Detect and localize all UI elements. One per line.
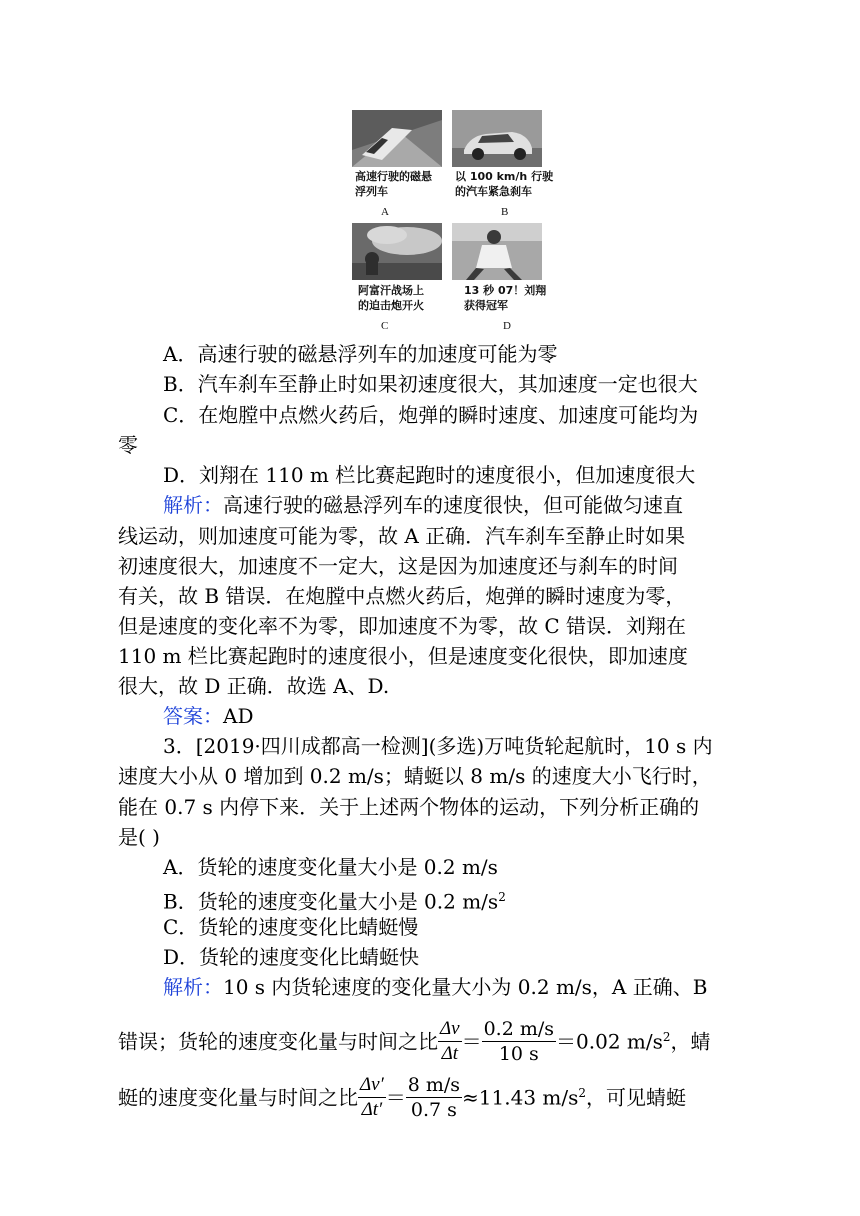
label-c: C bbox=[381, 320, 389, 332]
q3-analysis-line-3: 蜓的速度变化量与时间之比 $\frac{\Delta v'}{\Delta t'}$ ＝ $\frac{8 m/s}{0.7 s}$ ≈11.43 $m/s^2$，可见蜻蜓 bbox=[118, 1073, 687, 1121]
fraction-dragonfly: $\frac{8 m/s}{0.7 s}$ bbox=[407, 1073, 461, 1121]
q2-analysis-line-4: 有关，故 B 错误．在炮膛中点燃火药后，炮弹的瞬时速度为零， bbox=[118, 584, 686, 608]
q3-option-b: B．货轮的速度变化量大小是 0.2 $m/s^2$ bbox=[163, 889, 506, 914]
q3-analysis-line-1: 解析：10 s 内货轮速度的变化量大小为 0.2 m/s，A 正确、B bbox=[163, 975, 708, 999]
caption-a: 高速行驶的磁悬 浮列车 bbox=[355, 170, 432, 198]
q3-option-c: C．货轮的速度变化比蜻蜓慢 bbox=[163, 915, 419, 939]
label-a: A bbox=[381, 206, 389, 218]
caption-d: 13 秒 07！刘翔 获得冠军 bbox=[464, 284, 547, 312]
q2-analysis-line-2: 线运动，则加速度可能为零，故 A 正确．汽车刹车至静止时如果 bbox=[118, 524, 686, 548]
q2-analysis-label: 解析： bbox=[163, 493, 223, 517]
q3-analysis-line-2: 错误；货轮的速度变化量与时间之比 $\frac{\Delta v}{\Delta t}$ ＝ $\frac{0.2 m/s}{10 s}$ ＝0.02 $m/s^2$，蜻 bbox=[118, 1017, 711, 1065]
q2-analysis-line-5: 但是速度的变化率不为零，即加速度不为零，故 C 错误．刘翔在 bbox=[118, 614, 687, 638]
maglev-train-image bbox=[352, 110, 442, 167]
label-b: B bbox=[501, 206, 509, 218]
fraction-dv-dt: $\frac{\Delta v}{\Delta t}$ bbox=[440, 1017, 460, 1064]
q3-stem-line-3: 能在 0.7 s 内停下来．关于上述两个物体的运动，下列分析正确的 bbox=[118, 795, 700, 819]
q2-option-d: D．刘翔在 110 m 栏比赛起跑时的速度很小，但加速度很大 bbox=[163, 463, 696, 487]
q3-stem-line-4: 是( ) bbox=[118, 825, 160, 849]
q2-answer: 答案：AD bbox=[163, 704, 254, 728]
fraction-dv-dt-prime: $\frac{\Delta v'}{\Delta t'}$ bbox=[360, 1073, 384, 1120]
hurdler-image bbox=[452, 223, 542, 280]
mortar-image bbox=[352, 223, 442, 280]
q2-analysis-line-3: 初速度很大，加速度不一定大，这是因为加速度还与刹车的时间 bbox=[118, 554, 678, 578]
q3-analysis-label: 解析： bbox=[163, 975, 223, 999]
q2-answer-label: 答案： bbox=[163, 704, 223, 728]
braking-car-image bbox=[452, 110, 542, 167]
caption-b: 以 100 km/h 行驶 的汽车紧急刹车 bbox=[455, 170, 554, 198]
label-d: D bbox=[503, 320, 511, 332]
q2-analysis-line-1: 解析：高速行驶的磁悬浮列车的速度很快，但可能做匀速直 bbox=[163, 493, 683, 517]
q2-option-b: B．汽车刹车至静止时如果初速度很大，其加速度一定也很大 bbox=[163, 372, 698, 396]
caption-c: 阿富汗战场上 的迫击炮开火 bbox=[358, 284, 424, 312]
q2-option-c-cont: 零 bbox=[118, 433, 138, 457]
q2-option-c: C．在炮膛中点燃火药后，炮弹的瞬时速度、加速度可能均为 bbox=[163, 403, 699, 427]
q3-option-d: D．货轮的速度变化比蜻蜓快 bbox=[163, 945, 420, 969]
q2-analysis-line-6: 110 m 栏比赛起跑时的速度很小，但是速度变化很快，即加速度 bbox=[118, 644, 688, 668]
q3-stem-line-1: 3．[2019·四川成都高一检测](多选)万吨货轮起航时，10 s 内 bbox=[163, 734, 713, 758]
q3-option-a: A．货轮的速度变化量大小是 0.2 m/s bbox=[163, 855, 498, 879]
q2-analysis-line-7: 很大，故 D 正确．故选 A、D. bbox=[118, 674, 390, 698]
q2-option-a: A．高速行驶的磁悬浮列车的加速度可能为零 bbox=[163, 342, 558, 366]
q3-stem-line-2: 速度大小从 0 增加到 0.2 m/s；蜻蜓以 8 m/s 的速度大小飞行时， bbox=[118, 764, 712, 788]
fraction-ship: $\frac{0.2 m/s}{10 s}$ bbox=[483, 1017, 555, 1065]
